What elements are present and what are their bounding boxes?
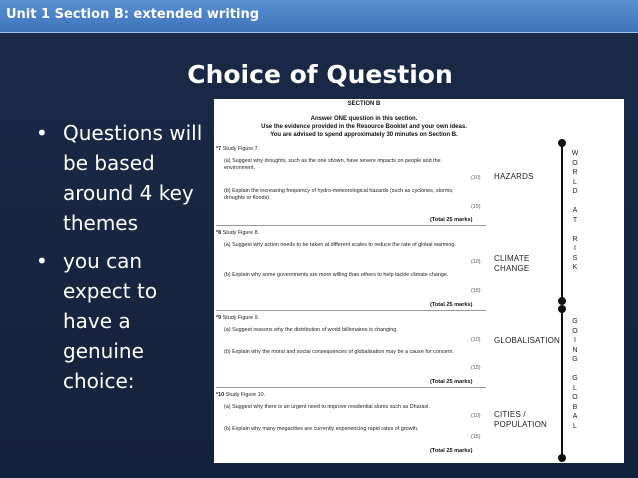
question-heading — [216, 230, 476, 237]
timeline-dot — [558, 454, 566, 462]
divider — [216, 225, 486, 226]
question-part-b: (b) Explain the increasing frequency of hydro-meteorological hazards (such as cyclones, storms, droughts or floods). — [224, 188, 454, 201]
question-mark: (15) — [471, 434, 481, 440]
timeline-dot — [558, 139, 566, 147]
question-study: Study Figure 8. — [222, 230, 260, 236]
divider — [216, 310, 486, 311]
question-mark: (15) — [471, 204, 481, 210]
exam-section-heading: SECTION B — [347, 101, 381, 107]
exam-paper-image — [214, 99, 624, 463]
section-banner — [0, 0, 638, 33]
vertical-label-world-at-risk: W O R L D A T R I S K — [571, 150, 579, 271]
question-heading — [216, 392, 476, 399]
divider — [216, 387, 486, 388]
question-number: *10 — [216, 392, 225, 398]
question-study: Study Figure 7. — [222, 146, 260, 152]
theme-label: CITIES / POPULATION — [494, 410, 547, 429]
question-total: (Total 25 marks) — [430, 448, 473, 454]
question-heading — [216, 146, 476, 153]
question-heading — [216, 315, 476, 322]
vertical-label-going-global: G O I N G G L O B A L — [572, 318, 578, 430]
exam-instruction: Answer ONE question in this section. — [310, 116, 418, 122]
timeline-dot — [558, 297, 566, 305]
question-number: *7 — [216, 146, 222, 152]
timeline-track — [561, 142, 563, 302]
bullet-list — [36, 118, 206, 404]
slide-title: Choice of Question — [187, 60, 453, 89]
section-label: Unit 1 Section B: extended writing — [6, 7, 260, 22]
question-mark: (15) — [471, 365, 481, 371]
question-study: Study Figure 10. — [225, 392, 266, 398]
question-part-b: (b) Explain why some governments are more willing than others to help tackle climate change. — [224, 272, 449, 278]
question-part-a: (a) Suggest why action needs to be taken at different scales to reduce the rate of global warming. — [224, 242, 456, 248]
question-part-a: (a) Suggest why droughts, such as the one shown, have severe impacts on people and the environment. — [224, 158, 441, 171]
question-part-a: (a) Suggest why there is an urgent need to improve residential slums such as Dharavi. — [224, 404, 430, 410]
bullet-item: • you can expect to have a genuine choice: — [36, 246, 206, 396]
question-mark: (10) — [471, 259, 481, 265]
bullet-item: • Questions will be based around 4 key themes — [36, 118, 206, 238]
theme-label: HAZARDS — [494, 172, 534, 181]
question-mark: (10) — [471, 337, 481, 343]
question-part-b: (b) Explain why many megacities are currently experiencing rapid rates of growth. — [224, 426, 419, 432]
question-mark: (15) — [471, 288, 481, 294]
theme-label: GLOBALISATION — [494, 336, 561, 345]
question-total: (Total 25 marks) — [430, 302, 473, 308]
question-part-b: (b) Explain why the moral and social consequences of globalisation may be a cause for concern. — [224, 349, 454, 355]
question-number: *8 — [216, 230, 222, 236]
question-mark: (10) — [471, 175, 481, 181]
question-number: *9 — [216, 315, 222, 321]
question-total: (Total 25 marks) — [430, 217, 473, 223]
theme-label: CLIMATE CHANGE — [494, 254, 530, 273]
timeline-track — [561, 309, 563, 459]
exam-instruction: You are advised to spend approximately 30 minutes on Section B. — [270, 132, 458, 138]
question-part-a: (a) Suggest reasons why the distribution of world billionaires is changing. — [224, 327, 398, 333]
timeline-dot — [558, 305, 566, 313]
question-study: Study Figure 9. — [222, 315, 260, 321]
question-total: (Total 25 marks) — [430, 379, 473, 385]
question-mark: (10) — [471, 413, 481, 419]
exam-instruction: Use the evidence provided in the Resource Booklet and your own ideas. — [261, 124, 467, 130]
